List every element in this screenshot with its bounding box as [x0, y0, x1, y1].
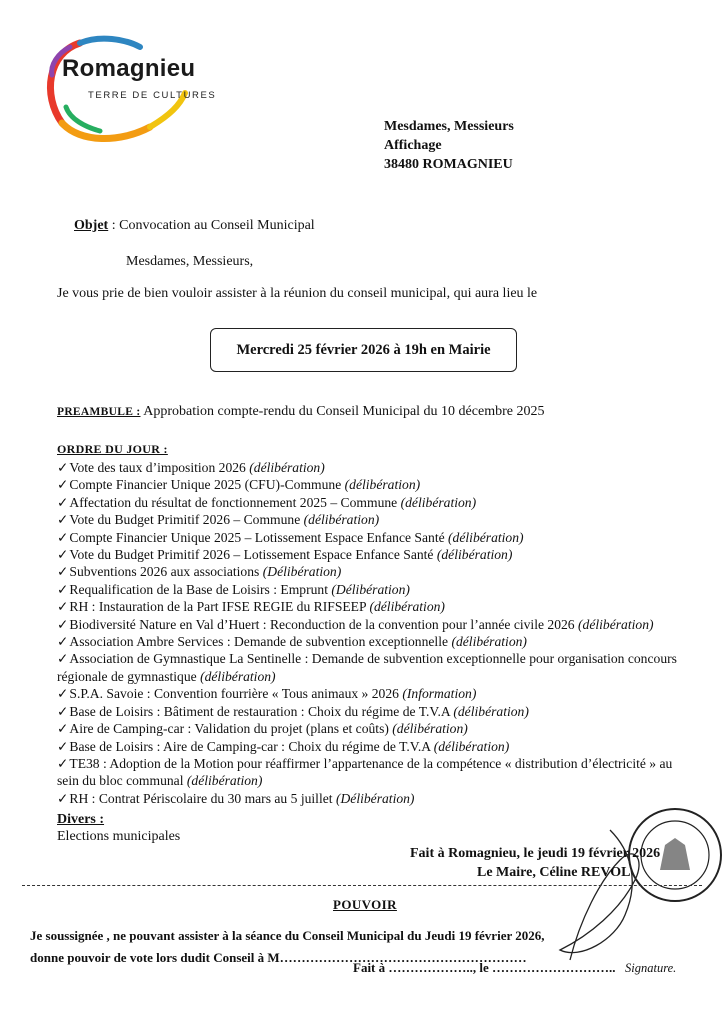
- list-item: ✓Vote du Budget Primitif 2026 – Lotissement Espace Enfance Santé (délibération): [57, 547, 513, 563]
- list-item: ✓RH : Contrat Périscolaire du 30 mars au 5 juillet (Délibération): [57, 790, 415, 806]
- list-item: ✓Compte Financier Unique 2025 (CFU)-Commune (délibération): [57, 477, 421, 493]
- signoff-place-date: Fait à Romagnieu, le jeudi 19 février 2026: [410, 846, 661, 861]
- list-item: ✓Affectation du résultat de fonctionnement 2025 – Commune (délibération): [57, 494, 477, 510]
- checkmark-icon: ✓: [57, 651, 69, 667]
- intro-text: Je vous prie de bien vouloir assister à la réunion du conseil municipal, qui aura lieu le: [57, 286, 538, 301]
- proxy-line-2: donne pouvoir de vote lors dudit Conseil à M…………………………………………………: [30, 950, 527, 965]
- list-item: ✓Subventions 2026 aux associations (Délibération): [57, 564, 342, 580]
- checkmark-icon: ✓: [57, 564, 69, 580]
- address-line-3: 38480 ROMAGNIEU: [384, 157, 513, 172]
- checkmark-icon: ✓: [57, 460, 69, 475]
- list-item: ✓Compte Financier Unique 2025 – Lotissement Espace Enfance Santé (délibération): [57, 529, 524, 545]
- agenda-title: ORDRE DU JOUR :: [57, 442, 168, 456]
- handwritten-signature: [540, 820, 660, 970]
- list-item: ✓TE38 : Adoption de la Motion pour réaffirmer l’appartenance de la compétence « distribution d’électricité » au sein du bloc communal (délibération): [57, 755, 673, 789]
- checkmark-icon: ✓: [57, 790, 69, 806]
- meeting-date-box: [210, 328, 517, 372]
- signoff-mayor: Le Maire, Céline REVOL: [477, 865, 631, 880]
- divers-text: Elections municipales: [57, 829, 181, 844]
- checkmark-icon: ✓: [57, 755, 69, 771]
- preamble-text: Approbation compte-rendu du Conseil Municipal du 10 décembre 2025: [140, 404, 545, 419]
- list-item: ✓Association de Gymnastique La Sentinelle : Demande de subvention exceptionnelle pour organisation concours régionale de gymnastique (délibération): [57, 651, 677, 684]
- checkmark-icon: ✓: [57, 721, 69, 737]
- list-item: ✓Requalification de la Base de Loisirs : Emprunt (Délibération): [57, 581, 410, 597]
- checkmark-icon: ✓: [57, 512, 69, 528]
- checkmark-icon: ✓: [57, 599, 69, 615]
- subject-label: Objet: [74, 218, 109, 233]
- subject-text: : Convocation au Conseil Municipal: [108, 218, 315, 233]
- agenda-list: [57, 459, 697, 807]
- list-item: ✓Base de Loisirs : Bâtiment de restauration : Choix du régime de T.V.A (délibération): [57, 703, 529, 719]
- logo-tagline: TERRE DE CULTURES: [88, 90, 217, 101]
- address-line-2: Affichage: [384, 138, 442, 153]
- proxy-line-1: Je soussignée , ne pouvant assister à la séance du Conseil Municipal du Jeudi 19 février 2026,: [30, 928, 545, 943]
- checkmark-icon: ✓: [57, 703, 69, 719]
- recipient-address: [384, 117, 514, 174]
- list-item: ✓Biodiversité Nature en Val d’Huert : Reconduction de la convention pour l’année civile 2026 (délibération): [57, 616, 654, 632]
- commune-logo: [40, 35, 225, 145]
- proxy-title: POUVOIR: [333, 897, 397, 912]
- checkmark-icon: ✓: [57, 634, 69, 650]
- checkmark-icon: ✓: [57, 477, 69, 493]
- cut-line-divider: [22, 885, 702, 886]
- meeting-date: Mercredi 25 février 2026 à 19h en Mairie: [236, 341, 491, 358]
- subject-line: [74, 218, 315, 234]
- checkmark-icon: ✓: [57, 581, 69, 597]
- checkmark-icon: ✓: [57, 616, 69, 632]
- logo-name: Romagnieu: [62, 55, 196, 82]
- divers-title: Divers :: [57, 812, 105, 827]
- list-item: ✓S.P.A. Savoie : Convention fourrière « Tous animaux » 2026 (Information): [57, 686, 477, 702]
- list-item: ✓Aire de Camping-car : Validation du projet (plans et coûts) (délibération): [57, 721, 468, 737]
- list-item: ✓Base de Loisirs : Aire de Camping-car : Choix du régime de T.V.A (délibération): [57, 738, 510, 754]
- checkmark-icon: ✓: [57, 686, 69, 702]
- checkmark-icon: ✓: [57, 529, 69, 545]
- checkmark-icon: ✓: [57, 547, 69, 563]
- list-item: ✓Vote du Budget Primitif 2026 – Commune (délibération): [57, 512, 380, 528]
- list-item: ✓Association Ambre Services : Demande de subvention exceptionnelle (délibération): [57, 634, 527, 650]
- address-line-1: Mesdames, Messieurs: [384, 119, 514, 134]
- preamble-label: PREAMBULE :: [57, 406, 141, 418]
- proxy-signature-label: Signature.: [625, 961, 677, 975]
- proxy-line-3: Fait à ……………….., le ………………………..: [353, 960, 616, 975]
- preamble: [57, 404, 544, 420]
- salutation: Mesdames, Messieurs,: [126, 254, 254, 269]
- checkmark-icon: ✓: [57, 738, 69, 754]
- checkmark-icon: ✓: [57, 494, 69, 510]
- signature-scribble-icon: [540, 820, 660, 970]
- list-item: ✓Vote des taux d’imposition 2026 (délibération): [57, 460, 325, 475]
- list-item: ✓RH : Instauration de la Part IFSE REGIE du RIFSEEP (délibération): [57, 599, 445, 615]
